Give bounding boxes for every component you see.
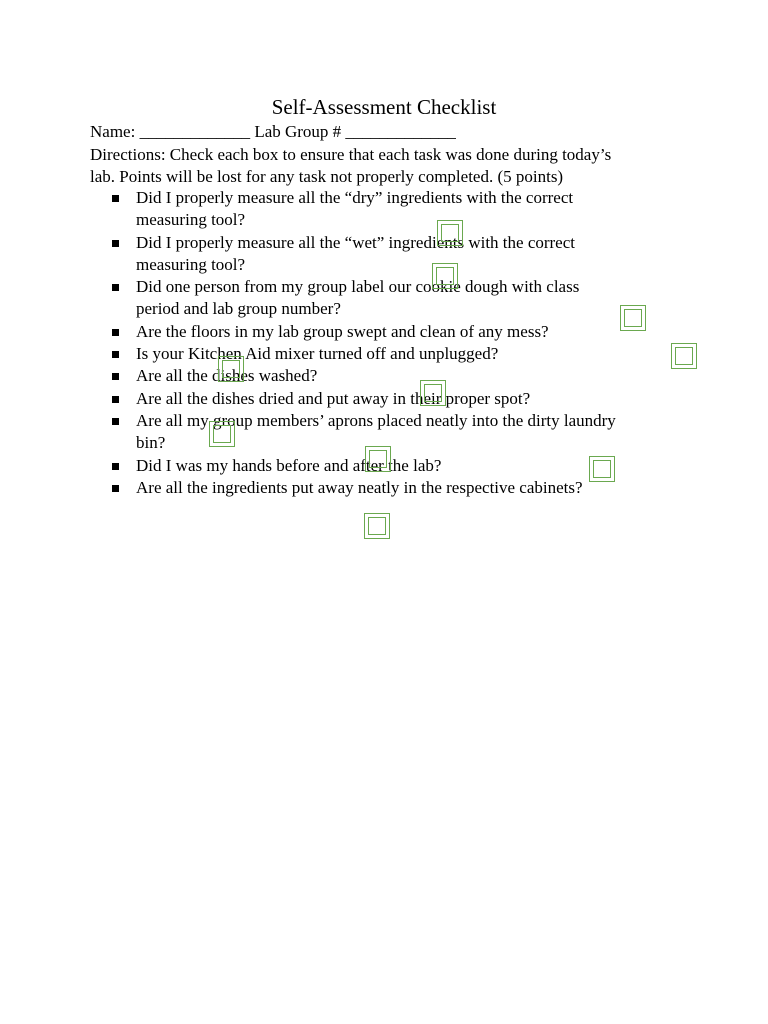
checklist-item-text: measuring tool? xyxy=(136,254,246,274)
checklist xyxy=(112,187,692,499)
checklist-item-mixer xyxy=(112,343,692,365)
bullet-icon xyxy=(112,463,119,470)
checklist-item-aprons xyxy=(112,410,692,455)
checkbox-label-dough[interactable] xyxy=(620,305,646,331)
checklist-item-text: Are the floors in my lab group swept and clean of any mess? xyxy=(136,321,549,341)
checklist-item-text: measuring tool? xyxy=(136,210,246,230)
bullet-icon xyxy=(112,485,119,492)
checklist-item-text: Are all the dishes dried and put away in their proper spot? xyxy=(136,388,531,408)
checklist-item-text: period and lab group number? xyxy=(136,299,341,319)
checkbox-wash-hands[interactable] xyxy=(589,456,615,482)
checklist-item-text: Is your Kitchen Aid mixer turned off and unplugged? xyxy=(136,344,499,364)
bullet-icon xyxy=(112,418,119,425)
checklist-item-dishes-dried xyxy=(112,388,692,410)
checklist-item-text: Did I properly measure all the “wet” ingredients with the correct xyxy=(136,232,575,252)
checklist-item-text: bin? xyxy=(136,433,166,453)
checklist-item-text: Did one person from my group label our cookie dough with class xyxy=(136,277,580,297)
bullet-icon xyxy=(112,240,119,247)
checklist-item-text: Are all the ingredients put away neatly in the respective cabinets? xyxy=(136,477,583,497)
checkbox-wet-ingredients[interactable] xyxy=(432,263,458,289)
checklist-item-wet-ingredients xyxy=(112,232,692,277)
directions-line-1: Directions: Check each box to ensure that each task was done during today’s xyxy=(90,145,612,164)
checklist-item-text: Did I was my hands before and after the lab? xyxy=(136,455,442,475)
checkbox-floors[interactable] xyxy=(671,343,697,369)
bullet-icon xyxy=(112,284,119,291)
directions-line-2: lab. Points will be lost for any task not properly completed. (5 points) xyxy=(90,167,564,186)
bullet-icon xyxy=(112,329,119,336)
page-title: Self-Assessment Checklist xyxy=(271,95,497,119)
checkbox-dishes-dried[interactable] xyxy=(209,421,235,447)
checkbox-dry-ingredients[interactable] xyxy=(437,220,463,246)
name-lab-group-line: Name: _____________ Lab Group # _____________ xyxy=(90,122,456,141)
checklist-item-floors xyxy=(112,321,692,343)
bullet-icon xyxy=(112,396,119,403)
checklist-item-text: Did I properly measure all the “dry” ingredients with the correct xyxy=(136,188,574,207)
checkbox-mixer[interactable] xyxy=(218,356,244,382)
bullet-icon xyxy=(112,373,119,380)
checkbox-dishes-washed[interactable] xyxy=(420,380,446,406)
bullet-icon xyxy=(112,351,119,358)
checklist-item-dry-ingredients xyxy=(112,187,692,232)
checkbox-ingredients-away[interactable] xyxy=(364,513,390,539)
checklist-item-dishes-washed xyxy=(112,365,692,387)
checklist-item-label-dough xyxy=(112,276,692,321)
checklist-item-text: Are all my group members’ aprons placed neatly into the dirty laundry xyxy=(136,410,616,430)
checklist-item-text: Are all the dishes washed? xyxy=(136,366,318,386)
checkbox-aprons[interactable] xyxy=(365,446,391,472)
bullet-icon xyxy=(112,195,119,202)
